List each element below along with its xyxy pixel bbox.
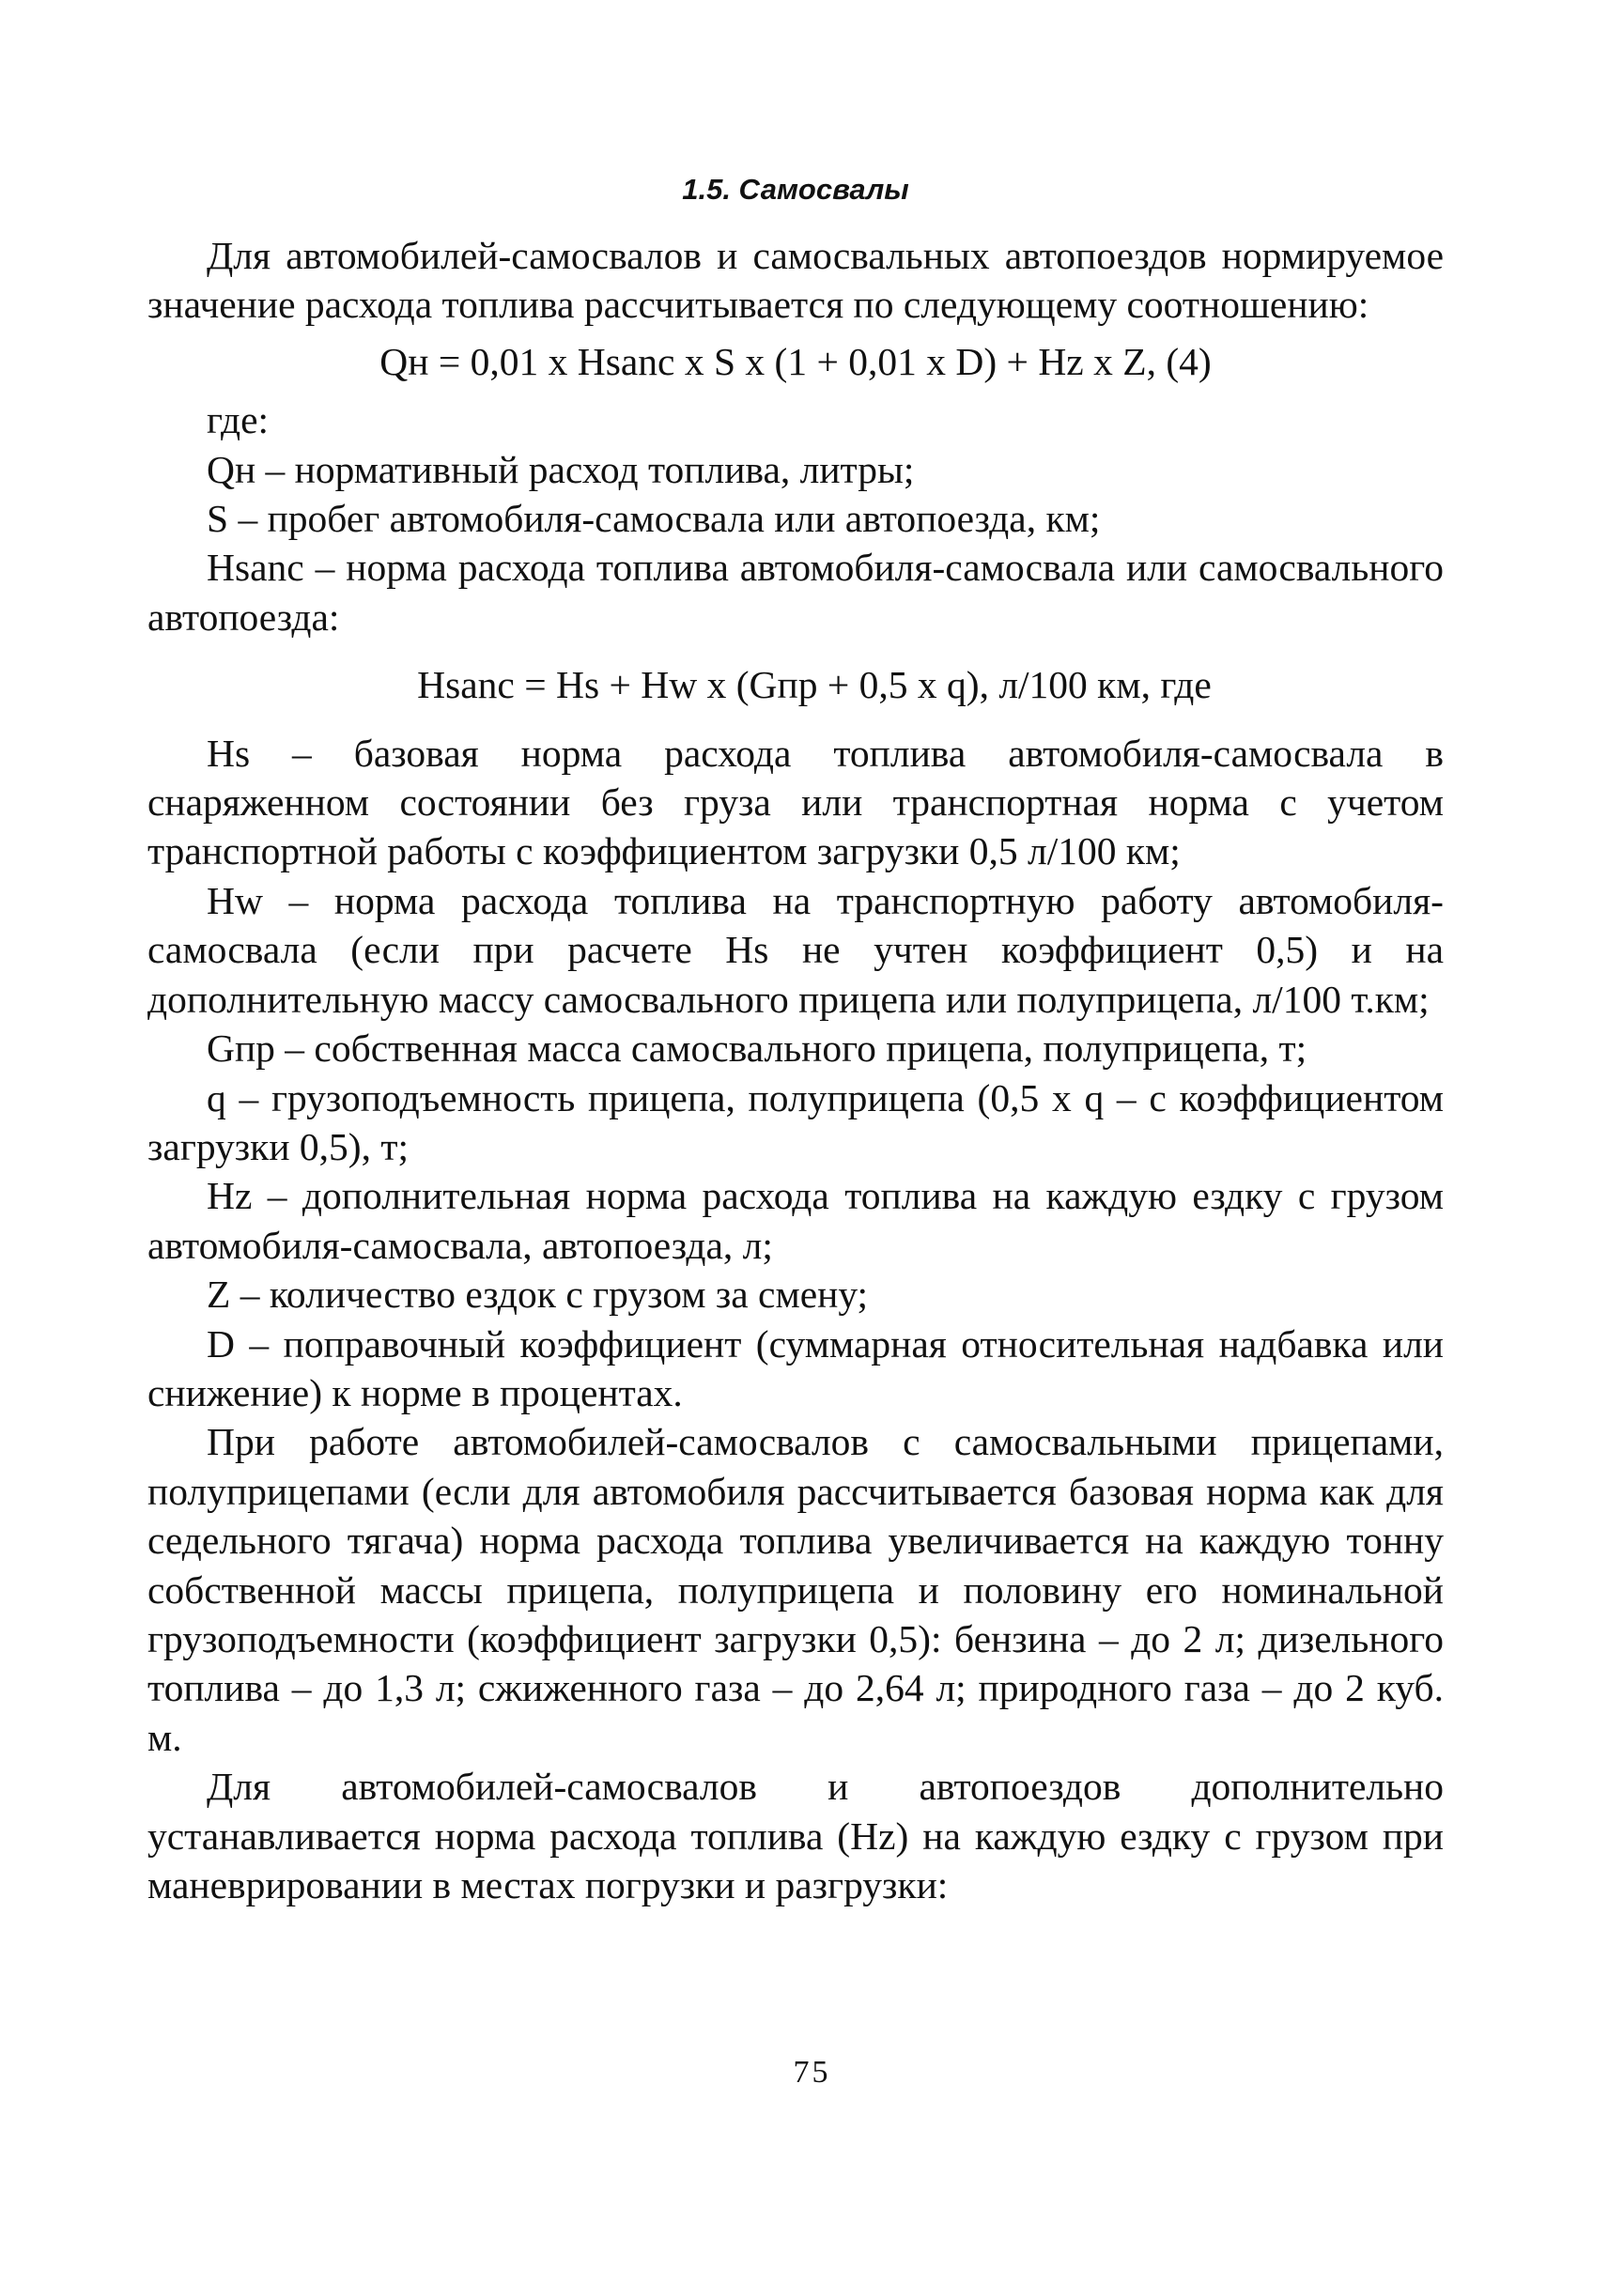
where-label: где: [207,398,270,442]
body-text [147,231,1444,1909]
paragraph-additional: Для автомобилей-самосвалов и автопоездов дополнительно устанавливается норма расхода топлива (Hz) на каждую ездку с грузом при маневрировании в местах погрузки и разгрузки: [147,1765,1444,1906]
definition-hs: Hs – базовая норма расхода топлива автомобиля-самосвала в снаряженном состоянии без груза или транспортная норма с учетом транспортной работы с коэффициентом загрузки 0,5 л/100 км; [147,731,1444,873]
formula-fuel-consumption: Qн = 0,01 х Hsanc х S х (1 + 0,01 х D) + Hz х Z, (4) [379,339,1212,383]
definition-hsanc: Hsanc – норма расхода топлива автомобиля-самосвала или самосвального автопоезда: [147,546,1444,639]
definition-s: S – пробег автомобиля-самосвала или автопоезда, км; [207,497,1101,541]
definition-z: Z – количество ездок с грузом за смену; [207,1273,869,1317]
paragraph-intro: Для автомобилей-самосвалов и самосвальных автопоездов нормируемое значение расхода топлива рассчитывается по следующему соотношению: [147,234,1444,327]
paragraph-trailers: При работе автомобилей-самосвалов с самосвальными прицепами, полуприцепами (если для автомобиля рассчитывается базовая норма как для седельного тягача) норма расхода топлива увеличивается на каждую тонну собственной массы прицепа, полуприцепа и половину его номинальной грузоподъемности (коэффициент загрузки 0,5): бензина – до 2 л; дизельного топлива – до 1,3 л; сжиженного газа – до 2,64 л; природного газа – до 2 куб. м. [147,1420,1444,1759]
definition-hz: Hz – дополнительная норма расхода топлива на каждую ездку с грузом автомобиля-самосвала, автопоезда, л; [147,1174,1444,1267]
section-heading: 1.5. Самосвалы [682,173,909,206]
definition-hw: Hw – норма расхода топлива на транспортную работу автомобиля-самосвала (если при расчете Hs не учтен коэффициент 0,5) и на дополнительную массу самосвального прицепа или полуприцепа, л/100 т.км; [147,878,1444,1021]
definition-q: q – грузоподъемность прицепа, полуприцепа (0,5 х q – с коэффициентом загрузки 0,5), т; [147,1075,1444,1168]
definition-qn: Qн – нормативный расход топлива, литры; [207,447,915,491]
definition-d: D – поправочный коэффициент (суммарная относительная надбавка или снижение) к норме в процентах. [147,1321,1444,1414]
formula-hsanc: Hsanc = Hs + Hw х (Gпр + 0,5 х q), л/100 км, где [417,663,1212,707]
definition-gpr: Gпр – собственная масса самосвального прицепа, полуприцепа, т; [207,1026,1307,1071]
page-content [147,169,1444,1909]
page-number: 75 [793,2055,831,2090]
